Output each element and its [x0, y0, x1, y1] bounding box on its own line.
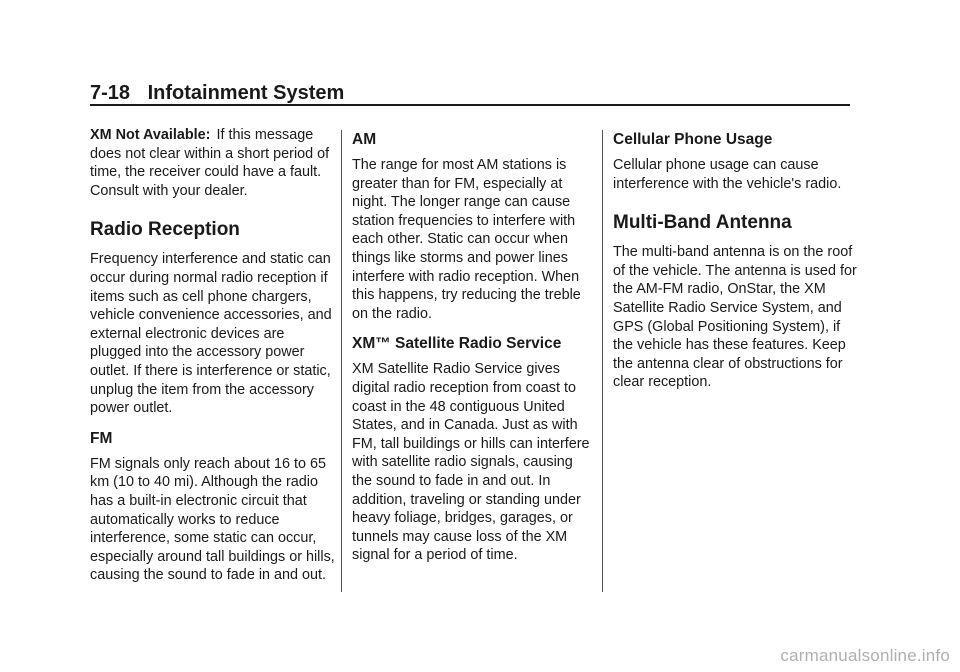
page-number: 7-18	[90, 82, 131, 104]
am-text: The range for most AM stations is greater than for FM, especially at night. The longer range can cause station frequencies to interfere with each other. Static can occur when things like storms and power lines interfere with radio reception. When this happens, try reducing the treble on the radio.	[352, 157, 581, 322]
multi-band-antenna-heading: Multi-Band Antenna	[613, 212, 792, 234]
xm-satellite-text: XM Satellite Radio Service gives digital radio reception from coast to coast in the 48 contiguous United States, and in Canada. Just as with FM, tall buildings or hills can interfere with satellite radio signals, causing the sound to fade in and out. In addition, traveling or standing under heavy foliage, bridges, garages, or tunnels may cause loss of the XM signal for a period of time.	[352, 361, 590, 564]
fm-text: FM signals only reach about 16 to 65 km (10 to 40 mi). Although the radio has a built-in electronic circuit that automatically works to reduce interference, some static can occur, especially around tall buildings or hills, causing the sound to fade in and out.	[90, 455, 335, 584]
radio-reception-text: Frequency interference and static can occur during normal radio reception if items such as cell phone chargers, vehicle convenience accessories, and external electronic devices are plugged into the accessory power outlet. If there is interference or static, unplug the item from the accessory power outlet.	[90, 251, 332, 417]
cellular-phone-text: Cellular phone usage can cause interference with the vehicle's radio.	[613, 157, 842, 192]
radio-reception-heading: Radio Reception	[90, 219, 240, 241]
watermark: carmanualsonline.info	[780, 646, 950, 665]
column-1	[90, 126, 335, 585]
column-divider-2	[602, 130, 603, 592]
column-2	[352, 126, 592, 565]
xm-not-available-paragraph	[90, 126, 335, 200]
am-heading: AM	[352, 131, 377, 148]
xm-satellite-heading: XM™ Satellite Radio Service	[352, 335, 562, 353]
xm-not-available-label: XM Not Available:	[90, 127, 211, 143]
page-header	[90, 80, 850, 106]
fm-heading: FM	[90, 429, 113, 447]
multi-band-antenna-text: The multi-band antenna is on the roof of the vehicle. The antenna is used for the AM-FM radio, OnStar, the XM Satellite Radio Service System, and GPS (Global Positioning System), if the vehicle has these features. Keep the antenna clear of obstructions for clear reception.	[613, 244, 857, 391]
section-title: Infotainment System	[147, 82, 345, 104]
column-3	[613, 126, 858, 392]
column-divider-1	[341, 130, 342, 592]
cellular-phone-heading: Cellular Phone Usage	[613, 131, 773, 148]
xm-not-available-text: If this message does not clear within a short period of time, the receiver could have a fault. Consult with your dealer.	[90, 127, 330, 199]
header-rule	[90, 104, 850, 106]
